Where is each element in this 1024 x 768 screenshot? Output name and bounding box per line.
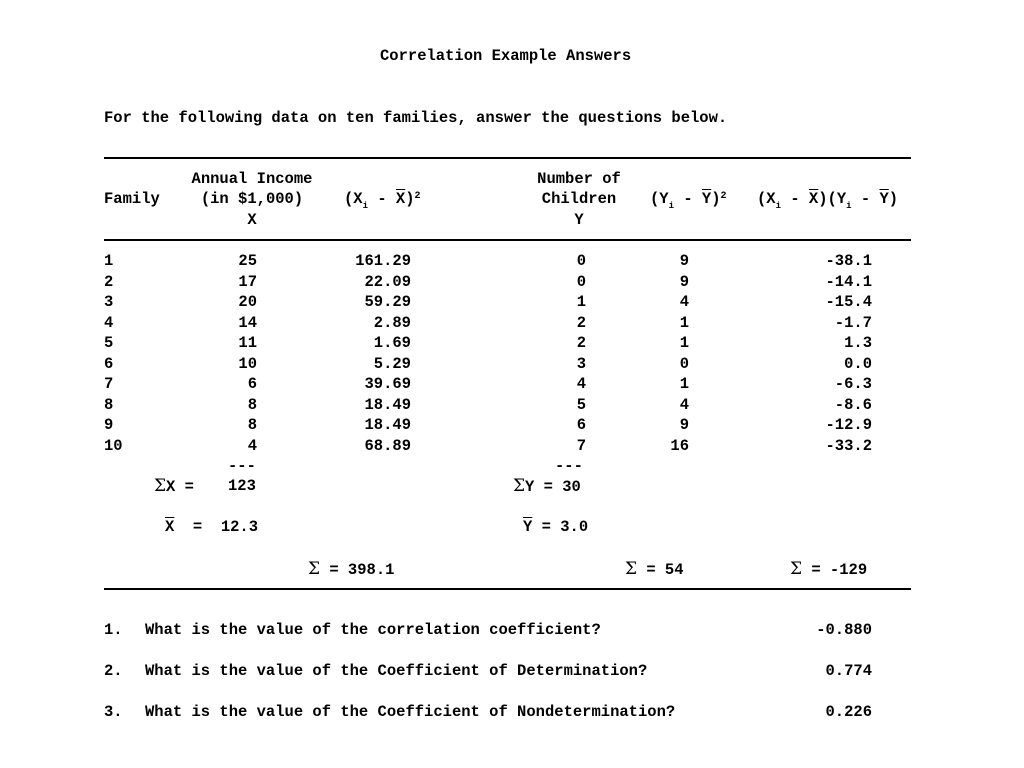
cell-y: 0 [576, 252, 586, 270]
cell-dx2: 2.89 [373, 313, 411, 332]
question-text: What is the value of the correlation coefficient? [145, 621, 601, 639]
cell-x: 14 [238, 313, 257, 332]
header-dx2: $(X_i - \overline{X})^2$ [344, 190, 421, 211]
header-children-var: Y [574, 211, 584, 229]
question-answer: 0.774 [825, 662, 872, 680]
cell-dxdy: -8.6 [834, 395, 872, 414]
cell-x: 25 [238, 252, 257, 270]
top-rule [104, 157, 911, 159]
cell-dx2: 18.49 [364, 416, 411, 434]
page-title: Correlation Example Answers [380, 47, 632, 65]
header-family: Family [104, 190, 160, 208]
cell-y: 7 [576, 436, 586, 455]
intro-text: For the following data on ten families, answer the questions below. [104, 109, 728, 127]
cell-family: 4 [104, 313, 114, 332]
cell-family: 5 [104, 334, 114, 352]
question-answer: -0.880 [816, 621, 872, 639]
cell-dx2: 68.89 [364, 436, 411, 455]
question-answer: 0.226 [825, 703, 872, 721]
cell-y: 6 [576, 416, 586, 434]
cell-x: 6 [247, 375, 257, 393]
header-income-line1: Annual Income [191, 170, 313, 188]
header-dxdy: $(X_i - \overline{X})(Y_i - \overline{Y})$ [757, 190, 899, 211]
cell-dxdy: -15.4 [825, 293, 872, 311]
question-number: 1. [104, 621, 123, 639]
mean-x: $\overline{X} = 12.3$ [165, 518, 259, 536]
cell-dxdy: -33.2 [825, 436, 872, 455]
cell-y: 2 [576, 313, 586, 332]
mean-y: $\overline{Y} = 3.0$ [523, 518, 589, 536]
cell-dxdy: -14.1 [825, 272, 872, 291]
cell-y: 1 [576, 293, 586, 311]
sum-y-dashes: --- [555, 457, 583, 475]
question-number: 3. [104, 703, 123, 721]
cell-x: 10 [238, 354, 257, 373]
sum-dxdy: Σ = -129 [790, 559, 868, 579]
cell-dx2: 5.29 [373, 354, 411, 373]
cell-dy2: 9 [679, 272, 689, 291]
header-income-line2: (in $1,000) [200, 190, 304, 208]
cell-dy2: 16 [670, 436, 689, 455]
sum-dy2: Σ = 54 [625, 559, 684, 579]
cell-family: 3 [104, 293, 114, 311]
cell-dxdy: -6.3 [834, 375, 872, 393]
cell-dx2: 161.29 [355, 252, 411, 270]
cell-dy2: 1 [679, 334, 689, 352]
cell-y: 3 [576, 354, 586, 373]
cell-dy2: 9 [679, 416, 689, 434]
header-dy2: $(Y_i - \overline{Y})^2$ [650, 190, 727, 211]
cell-y: 2 [576, 334, 586, 352]
cell-dxdy: 1.3 [844, 334, 872, 352]
sum-y: ΣY = 30 [513, 476, 581, 496]
cell-x: 8 [247, 395, 257, 414]
cell-dy2: 4 [679, 395, 689, 414]
sum-x-dashes: --- [228, 457, 256, 475]
cell-family: 1 [104, 252, 114, 270]
cell-dxdy: -1.7 [834, 313, 872, 332]
cell-family: 2 [104, 272, 114, 291]
cell-y: 4 [576, 375, 586, 393]
sum-x-label: ΣX = [154, 476, 194, 496]
cell-dx2: 39.69 [364, 375, 411, 393]
cell-dy2: 1 [679, 375, 689, 393]
cell-dy2: 1 [679, 313, 689, 332]
sum-dx2: Σ = 398.1 [308, 559, 395, 579]
cell-y: 5 [576, 395, 586, 414]
cell-family: 6 [104, 354, 114, 373]
cell-x: 8 [247, 416, 257, 434]
cell-dy2: 9 [679, 252, 689, 270]
cell-dx2: 18.49 [364, 395, 411, 414]
cell-dx2: 1.69 [373, 334, 411, 352]
cell-dx2: 22.09 [364, 272, 411, 291]
cell-dxdy: 0.0 [844, 354, 872, 373]
cell-dx2: 59.29 [364, 293, 411, 311]
cell-family: 10 [104, 436, 123, 455]
cell-family: 7 [104, 375, 114, 393]
cell-dxdy: -12.9 [825, 416, 872, 434]
header-rule [104, 239, 911, 241]
cell-dxdy: -38.1 [825, 252, 872, 270]
cell-x: 20 [238, 293, 257, 311]
cell-y: 0 [576, 272, 586, 291]
cell-family: 8 [104, 395, 114, 414]
cell-x: 11 [238, 334, 257, 352]
cell-x: 17 [238, 272, 257, 291]
question-text: What is the value of the Coefficient of Nondetermination? [145, 703, 676, 721]
cell-family: 9 [104, 416, 114, 434]
header-children-line2: Children [541, 190, 617, 208]
header-income-var: X [247, 211, 257, 229]
cell-dy2: 0 [679, 354, 689, 373]
cell-x: 4 [247, 436, 257, 455]
question-text: What is the value of the Coefficient of Determination? [145, 662, 648, 680]
cell-dy2: 4 [679, 293, 689, 311]
sum-x-value: 123 [228, 477, 256, 495]
header-children-line1: Number of [537, 170, 621, 188]
question-number: 2. [104, 662, 123, 680]
bottom-rule [104, 588, 911, 590]
